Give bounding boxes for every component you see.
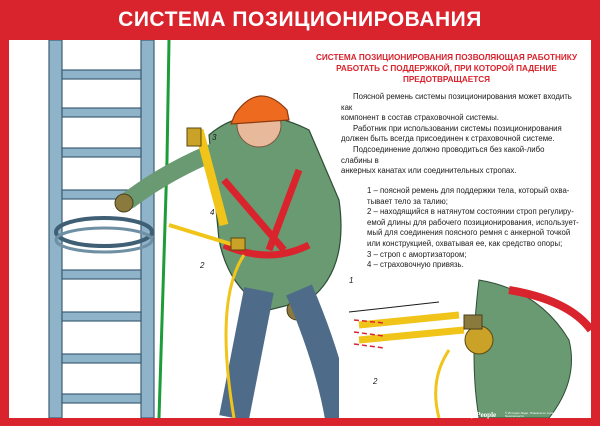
intro-line: компонент в состав страховочной системы. (341, 113, 499, 123)
subtitle (309, 52, 584, 85)
subtitle-line: РАБОТАТЬ С ПОДДЕРЖКОЙ, ПРИ КОТОРОЙ ПАДЕНИЕ ПРЕДОТВРАЩАЕТСЯ (336, 64, 557, 84)
imprint-text: © История Люди. Плакаты по охране труда и промышленной безопасности (505, 411, 591, 419)
intro-line: Работник при использовании системы позиционирования (353, 123, 562, 133)
legend-line: или конструкцией, охватывая ее, как средство опоры; (367, 238, 563, 248)
legend-line: 2 – находящийся в натянутом состоянии строп регулиру- (367, 207, 574, 217)
content-panel (9, 40, 591, 418)
legend-line: емой длины для рабочего позиционирования, использует- (367, 217, 579, 227)
callout-4: 4 (210, 208, 215, 217)
callout-3: 3 (212, 133, 217, 142)
legend-line: 3 – строп с амортизатором; (367, 249, 467, 259)
poster-title: СИСТЕМА ПОЗИЦИОНИРОВАНИЯ (118, 8, 482, 31)
intro-line: Подсоединение должно проводиться без какой-либо слабины в (341, 144, 545, 165)
detail-inset-illustration (339, 280, 591, 418)
subtitle-line: СИСТЕМА ПОЗИЦИОНИРОВАНИЯ ПОЗВОЛЯЮЩАЯ РАБОТНИКУ (315, 53, 578, 62)
legend-line: тывает тело за талию; (367, 196, 448, 206)
legend-line: 4 – страховочную привязь. (367, 260, 464, 270)
anchor-rope (159, 40, 169, 418)
legend-line: мый для соединения поясного ремня с анкерной точкой (367, 228, 571, 238)
legend-text (367, 186, 582, 271)
detail-callout-2: 2 (373, 377, 378, 386)
callout-2: 2 (200, 261, 205, 270)
callout-1: 1 (349, 276, 354, 285)
intro-text (341, 92, 576, 177)
intro-line: должен быть всегда присоединен к страховочной системе. (341, 134, 555, 144)
ladder-illustration (49, 40, 154, 418)
legend-line: 1 – поясной ремень для поддержки тела, который охва- (367, 186, 570, 195)
brand-logo: History People (452, 411, 497, 419)
intro-line: анкерных канатах или соединительных стропах. (341, 166, 517, 176)
intro-line: Поясной ремень системы позиционирования может входить как (341, 92, 572, 112)
